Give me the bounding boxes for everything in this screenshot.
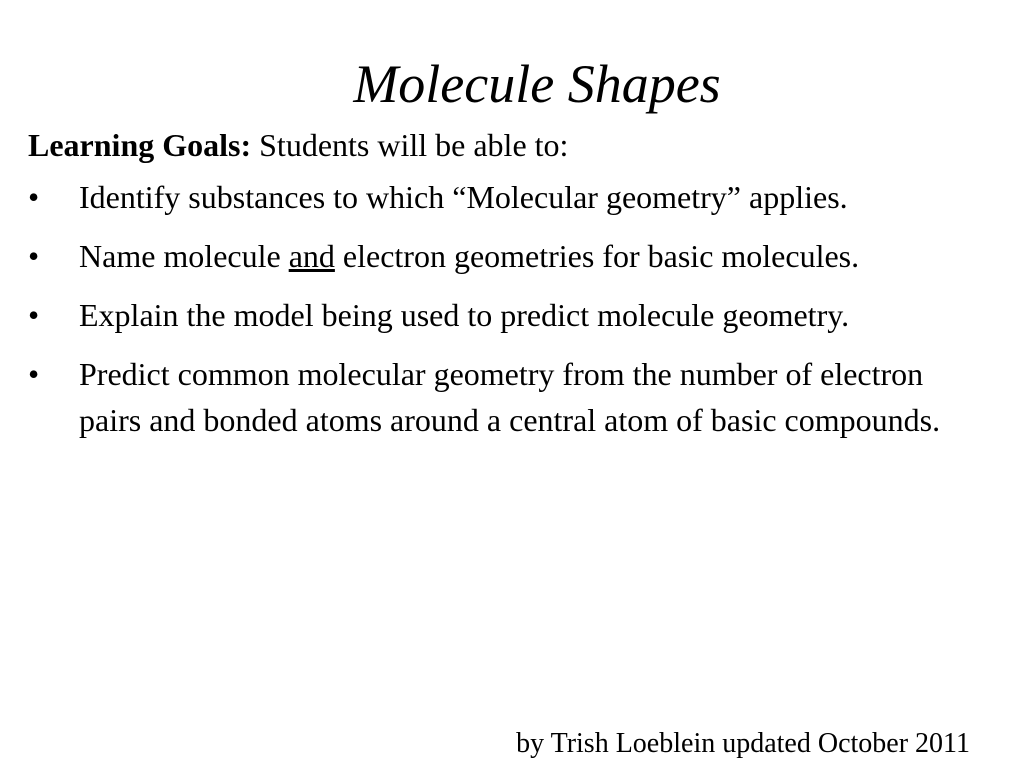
bullet-icon: • xyxy=(28,356,40,392)
slide-title: Molecule Shapes xyxy=(353,54,721,114)
learning-goals-intro: Students will be able to: xyxy=(251,127,569,163)
list-item xyxy=(28,233,968,279)
learning-goals-line xyxy=(28,122,968,168)
list-item xyxy=(28,292,968,338)
bullet-text-underlined: and xyxy=(288,238,335,274)
bullet-text: Identify substances to which “Molecular geometry” applies. xyxy=(79,179,848,215)
bullet-icon: • xyxy=(28,297,40,333)
slide-body xyxy=(28,122,968,456)
slide-footer-credit: by Trish Loeblein updated October 2011 xyxy=(516,728,970,759)
bullet-text: Explain the model being used to predict molecule geometry. xyxy=(79,297,850,333)
learning-goals-list xyxy=(28,174,968,443)
learning-goals-label: Learning Goals: xyxy=(28,127,252,163)
bullet-icon: • xyxy=(28,238,40,274)
bullet-text: Predict common molecular geometry from the number of electron pairs and bonded atoms around a central atom of basic compounds. xyxy=(79,356,941,438)
bullet-icon: • xyxy=(28,179,40,215)
bullet-text-start: Name molecule xyxy=(79,238,289,274)
bullet-text-end: electron geometries for basic molecules. xyxy=(334,238,860,274)
list-item xyxy=(28,351,968,443)
list-item xyxy=(28,174,968,220)
